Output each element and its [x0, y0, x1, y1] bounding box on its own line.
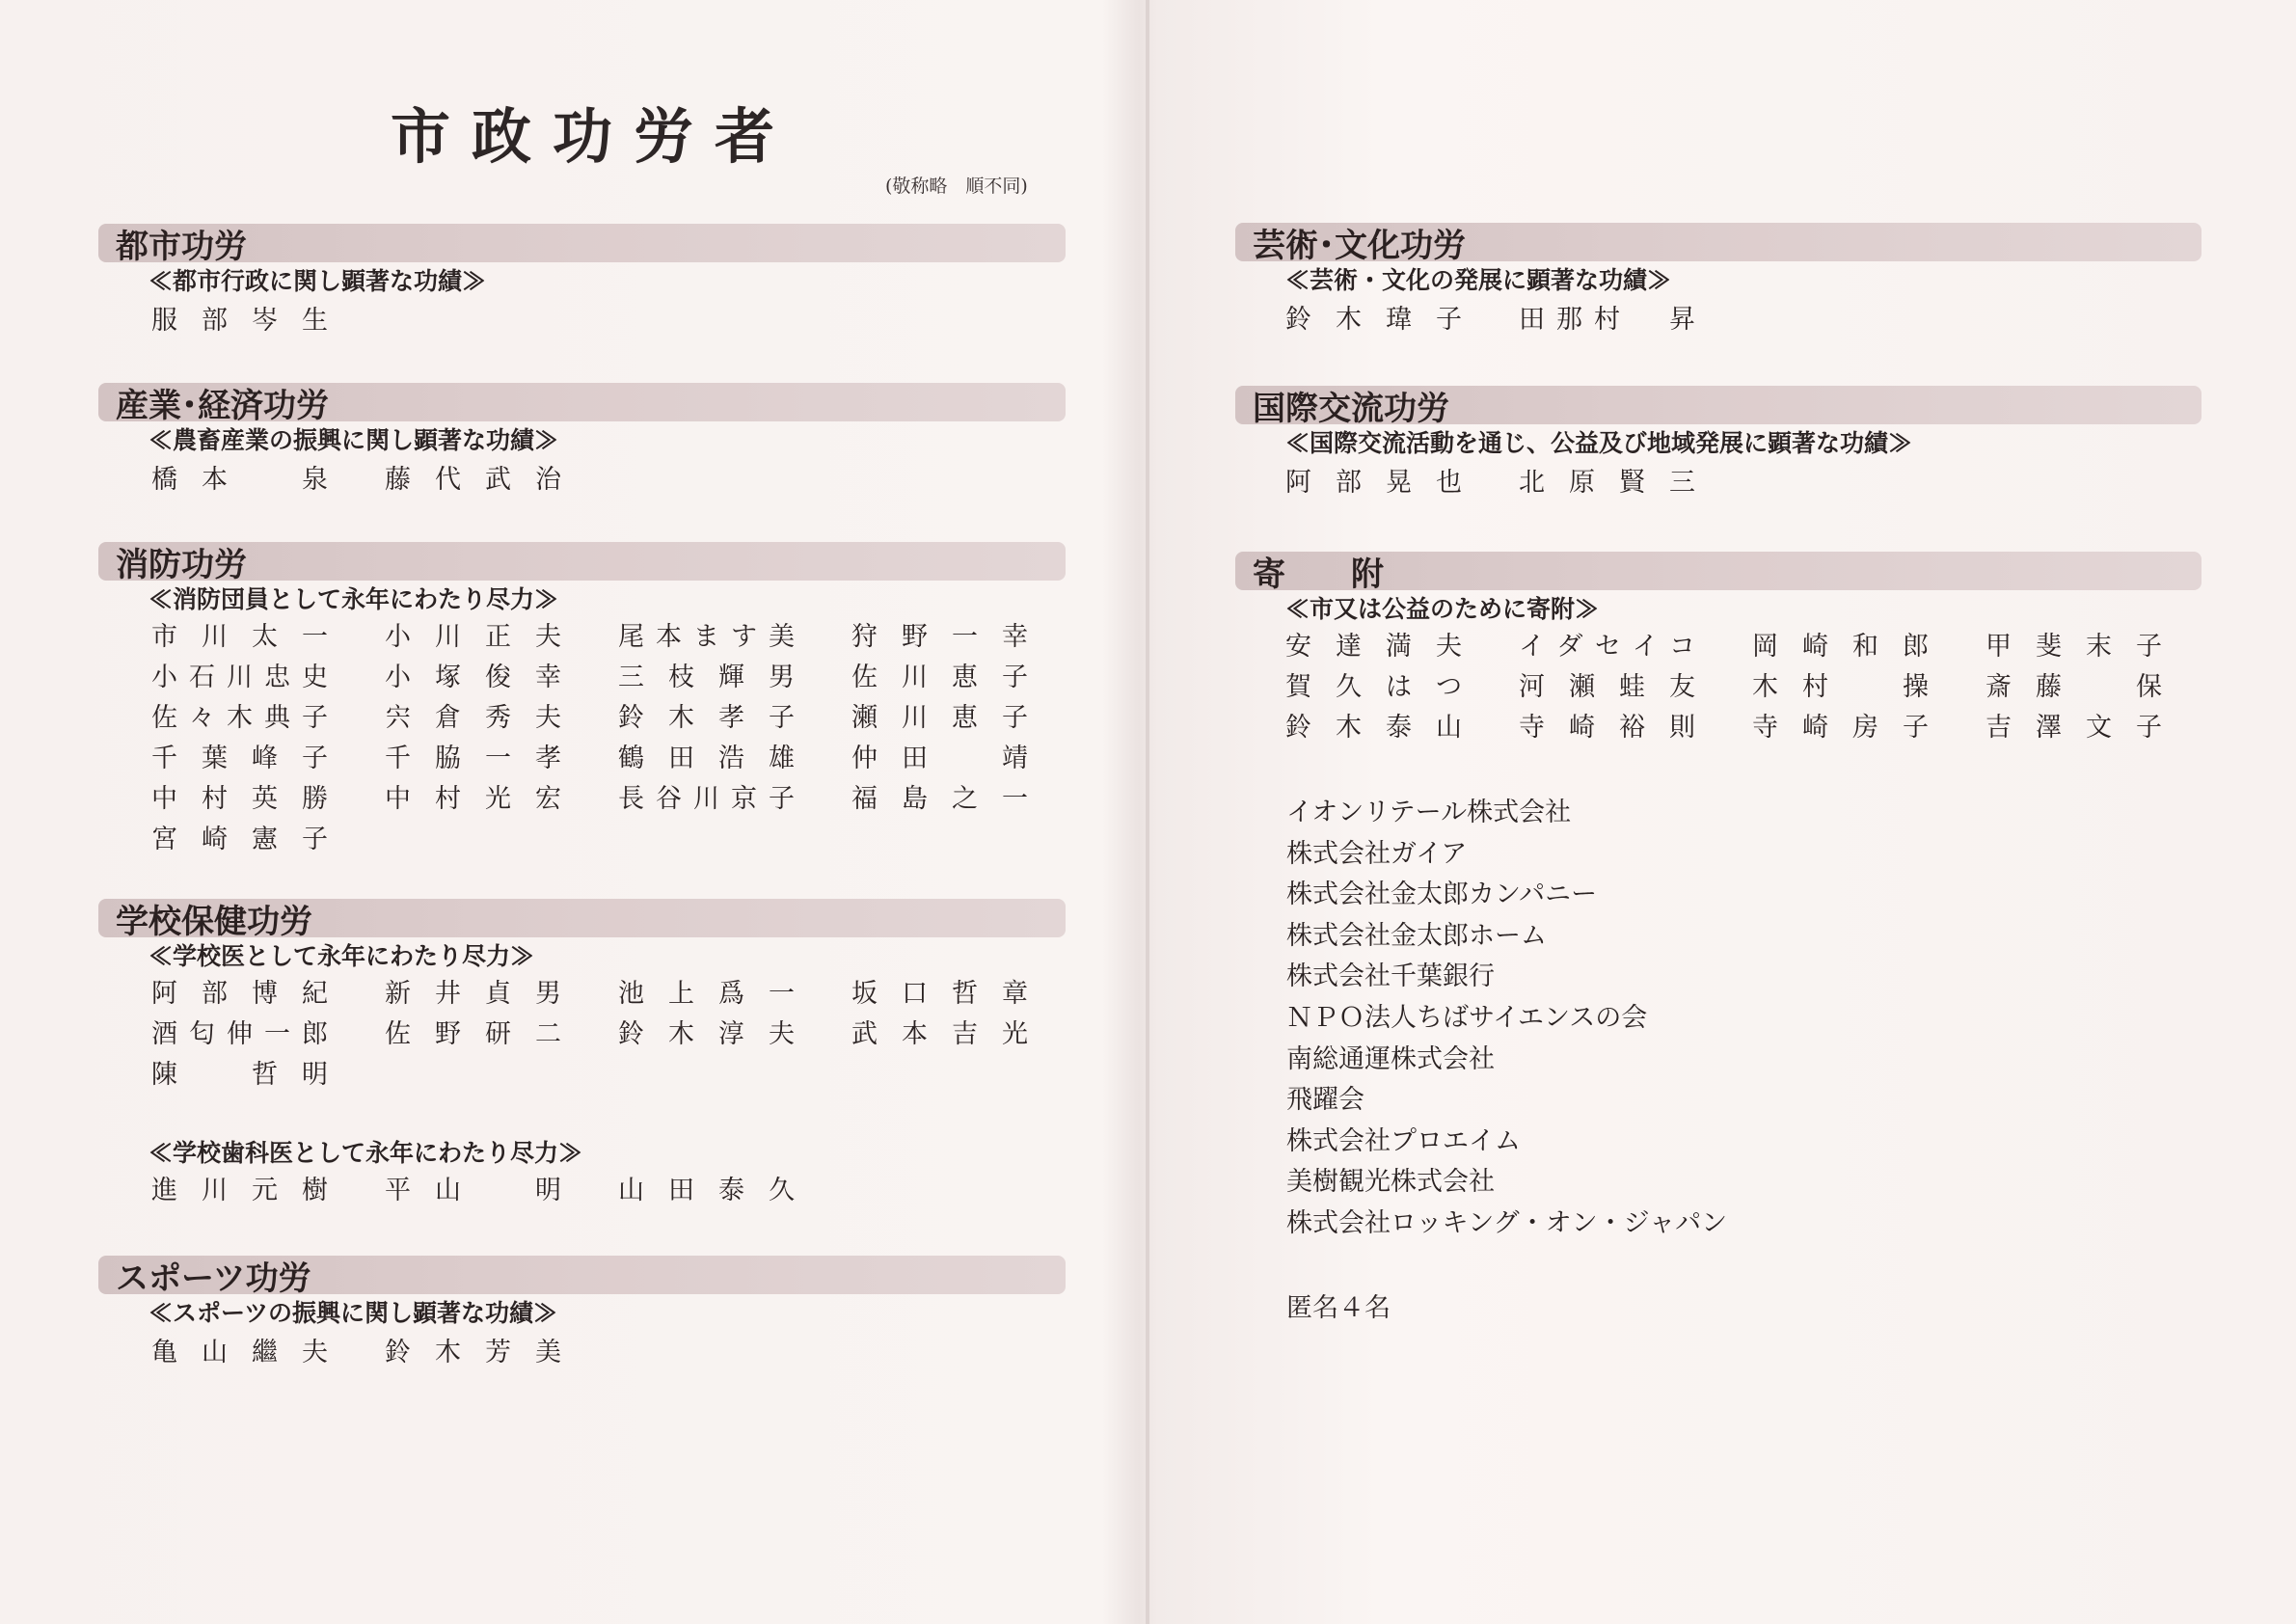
- list-item: 千葉峰子: [151, 744, 329, 773]
- name-list-dental: [151, 1171, 1085, 1211]
- list-item: 斎藤 保: [1985, 672, 2163, 702]
- list-item: 新井貞男: [385, 979, 562, 1009]
- list-item: 長谷川京子: [618, 784, 796, 814]
- list-item: 坂口哲章: [851, 979, 1029, 1009]
- list-item: 宮崎憲子: [151, 825, 329, 854]
- company-item: 株式会社金太郎カンパニー: [1286, 880, 1598, 910]
- section-subtitle: ≪農畜産業の振興に関し顕著な功績≫: [149, 426, 559, 454]
- list-item: 陳 哲明: [151, 1060, 329, 1090]
- list-item: 寺崎房子: [1752, 713, 1930, 743]
- list-item: 小石川忠史: [151, 663, 329, 692]
- list-item: 佐川恵子: [851, 663, 1029, 692]
- list-item: 鈴木泰山: [1285, 713, 1463, 743]
- list-item: 尾本ます美: [618, 622, 796, 652]
- right-page: [1148, 0, 2296, 1624]
- list-item: 阿部博紀: [151, 979, 329, 1009]
- list-item: 小塚俊幸: [385, 663, 562, 692]
- section-subtitle: ≪学校医として永年にわたり尽力≫: [149, 942, 535, 970]
- name-list: [151, 974, 1085, 1096]
- list-item: 安達満夫: [1285, 632, 1463, 662]
- company-item: 株式会社千葉銀行: [1286, 961, 1495, 992]
- section-subtitle: ≪市又は公益のために寄附≫: [1285, 595, 1600, 623]
- section-heading: 芸術･文化功労: [1253, 227, 1466, 265]
- list-item: 中村英勝: [151, 784, 329, 814]
- list-item: 中村光宏: [385, 784, 562, 814]
- company-item: 株式会社プロエイム: [1286, 1125, 1521, 1156]
- company-item: イオンリテール株式会社: [1286, 798, 1572, 827]
- list-item: 吉澤文子: [1985, 713, 2163, 743]
- list-item: 鈴木孝子: [618, 703, 796, 733]
- list-item: 酒匂伸一郎: [151, 1019, 329, 1049]
- company-item: 飛躍会: [1286, 1085, 1364, 1116]
- list-item: 寺崎裕則: [1519, 713, 1696, 743]
- anonymous-donors: 匿名４名: [1286, 1293, 1391, 1323]
- list-item: 賀久はつ: [1285, 672, 1463, 702]
- list-item: 宍倉秀夫: [385, 703, 562, 733]
- section-subtitle: ≪スポーツの振興に関し顕著な功績≫: [149, 1299, 558, 1327]
- company-item: 南総通運株式会社: [1286, 1043, 1495, 1074]
- list-item: 岡崎和郎: [1752, 632, 1930, 662]
- section-subtitle: ≪都市行政に関し顕著な功績≫: [149, 267, 487, 295]
- list-item: 橋本 泉: [151, 465, 329, 495]
- section-subtitle-dental: ≪学校歯科医として永年にわたり尽力≫: [149, 1139, 583, 1167]
- name-list: [151, 301, 1085, 341]
- list-item: 鈴木瑋子: [1285, 305, 1463, 335]
- list-item: 鶴田浩雄: [618, 744, 796, 773]
- list-item: 武本吉光: [851, 1019, 1029, 1049]
- name-list: [1285, 627, 2219, 748]
- list-item: 木村 操: [1752, 672, 1930, 702]
- name-list: [1285, 300, 2219, 340]
- list-item: 佐野研二: [385, 1019, 562, 1049]
- name-list: [151, 460, 1085, 501]
- section-heading: 消防功労: [116, 546, 247, 584]
- list-item: 亀山繼夫: [151, 1338, 329, 1367]
- company-item: 株式会社ロッキング・オン・ジャパン: [1286, 1207, 1728, 1238]
- section-heading: 国際交流功労: [1253, 390, 1449, 428]
- list-item: 山田泰久: [618, 1176, 796, 1205]
- honorific-note: (敬称略 順不同): [885, 176, 1028, 197]
- company-item: 美樹観光株式会社: [1286, 1167, 1495, 1198]
- section-heading: 産業･経済功労: [116, 387, 329, 425]
- section-heading: スポーツ功労: [116, 1259, 311, 1298]
- list-item: 北原賢三: [1519, 468, 1696, 498]
- list-item: 服部岑生: [151, 306, 329, 336]
- list-item: 河瀬蛙友: [1519, 672, 1696, 702]
- section-subtitle: ≪消防団員として永年にわたり尽力≫: [149, 585, 559, 613]
- list-item: 佐々木典子: [151, 703, 329, 733]
- section-subtitle: ≪芸術・文化の発展に顕著な功績≫: [1285, 266, 1672, 294]
- list-item: イダセイコ: [1519, 632, 1696, 662]
- list-item: 福島之一: [851, 784, 1029, 814]
- list-item: 田那村 昇: [1519, 305, 1696, 335]
- section-heading: 学校保健功労: [116, 903, 312, 941]
- name-list: [1285, 463, 2219, 503]
- section-heading: 都市功労: [116, 228, 247, 266]
- company-list: [1286, 793, 1727, 1245]
- company-item: 株式会社ガイア: [1286, 838, 1468, 869]
- section-heading: 寄 附: [1253, 555, 1384, 594]
- list-item: 三枝輝男: [618, 663, 796, 692]
- list-item: 市川太一: [151, 622, 329, 652]
- list-item: 小川正夫: [385, 622, 562, 652]
- name-list: [151, 617, 1085, 860]
- section-subtitle: ≪国際交流活動を通じ、公益及び地域発展に顕著な功績≫: [1285, 429, 1913, 457]
- page-title: 市政功労者: [391, 101, 797, 172]
- list-item: 千脇一孝: [385, 744, 562, 773]
- list-item: 阿部晃也: [1285, 468, 1463, 498]
- company-item: ＮＰＯ法人ちばサイエンスの会: [1286, 1002, 1648, 1033]
- list-item: 鈴木淳夫: [618, 1019, 796, 1049]
- list-item: 池上爲一: [618, 979, 796, 1009]
- list-item: 仲田 靖: [851, 744, 1029, 773]
- list-item: 平山 明: [385, 1176, 562, 1205]
- list-item: 鈴木芳美: [385, 1338, 562, 1367]
- list-item: 瀬川恵子: [851, 703, 1029, 733]
- name-list: [151, 1333, 1085, 1373]
- list-item: 進川元樹: [151, 1176, 329, 1205]
- list-item: 甲斐末子: [1985, 632, 2163, 662]
- company-item: 株式会社金太郎ホーム: [1286, 920, 1547, 951]
- list-item: 狩野一幸: [851, 622, 1029, 652]
- list-item: 藤代武治: [385, 465, 562, 495]
